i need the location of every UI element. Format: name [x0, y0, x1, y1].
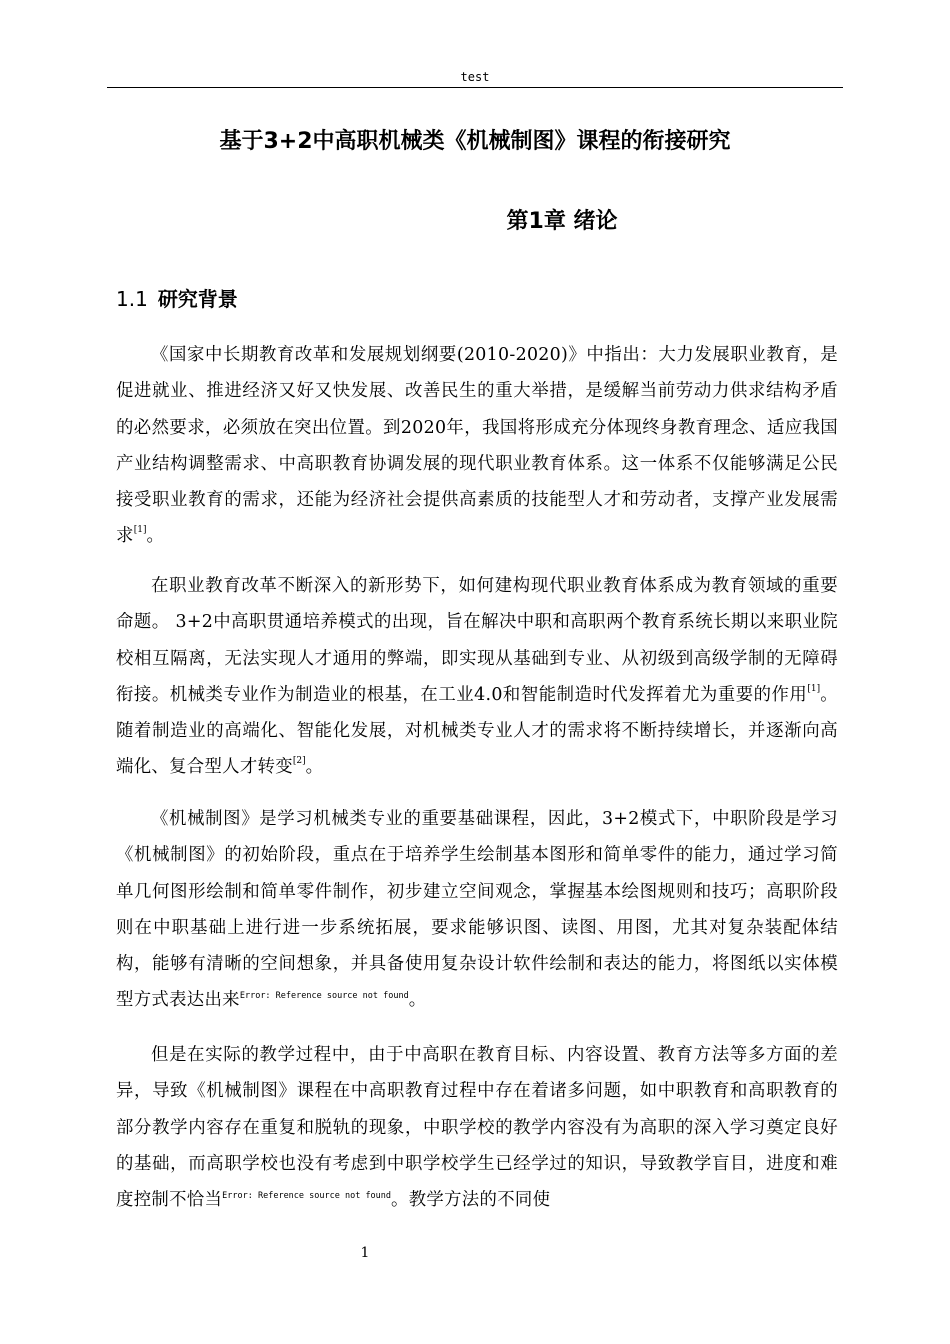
paragraph-1 [116, 337, 838, 555]
section-title: 研究背景 [157, 287, 238, 311]
section-number: 1.1 [116, 287, 148, 311]
paragraph-text: 在职业教育改革不断深入的新形势下，如何建构现代职业教育体系成为教育领域的重要命题。 3+2中高职贯通培养模式的出现，旨在解决中职和高职两个教育系统长期以来职业院校相互隔离，无法实现人才通用的弊端，即实现从基础到专业、从初级到高级学制的无障碍衔接。机械类专业作为制造业的根基，在工业4.0和智能制造时代发挥着尤为重要的作用 [116, 576, 838, 705]
paragraph-4 [116, 1037, 838, 1218]
chapter-heading: 第1章 绪论 [506, 209, 618, 234]
paragraph-text: 。 [408, 990, 427, 1011]
paragraph-2 [116, 568, 838, 786]
paragraph-3 [116, 801, 838, 1019]
paragraph-text: 但是在实际的教学过程中，由于中高职在教育目标、内容设置、教育方法等多方面的差异，导致《机械制图》课程在中高职教育过程中存在着诸多问题，如中职教育和高职教育的部分教学内容存在重复和脱轨的现象，中职学校的教学内容没有为高职的深入学习奠定良好的基础，而高职学校也没有考虑到中职学校学生已经学过的知识，导致教学盲目，进度和难度控制不恰当 [116, 1045, 838, 1211]
paragraph-text: 。教学方法的不同使 [391, 1190, 551, 1211]
document-title: 基于3+2中高职机械类《机械制图》课程的衔接研究 [219, 129, 731, 154]
paragraph-text: 《国家中长期教育改革和发展规划纲要(2010-2020)》中指出：大力发展职业教育，是促进就业、推进经济又好又快发展、改善民生的重大举措，是缓解当前劳动力供求结构矛盾的必然要求，必须放在突出位置。到2020年，我国将形成充分体现终身教育理念、适应我国产业结构调整需求、中高职教育协调发展的现代职业教育体系。这一体系不仅能够满足公民接受职业教育的需求，还能为经济社会提供高素质的技能型人才和劳动者，支撑产业发展需求 [116, 345, 838, 547]
paragraph-text: 。 [305, 757, 324, 778]
reference-error-marker: Error: Reference source not found [239, 991, 409, 1002]
paragraph-text: 《机械制图》是学习机械类专业的重要基础课程，因此，3+2模式下，中职阶段是学习《机械制图》的初始阶段，重点在于培养学生绘制基本图形和简单零件的能力，通过学习简单几何图形绘制和简单零件制作，初步建立空间观念，掌握基本绘图规则和技巧；高职阶段则在中职基础上进行进一步系统拓展，要求能够识图、读图、用图，尤其对复杂装配体结构，能够有清晰的空间想象，并具备使用复杂设计软件绘制和表达的能力，将图纸以实体模型方式表达出来 [116, 809, 838, 1011]
page-number: 1 [360, 1245, 370, 1261]
paragraph-text: 。随着制造业的高端化、智能化发展，对机械类专业人才的需求将不断持续增长，并逐渐向高端化、复合型人才转变 [116, 684, 838, 778]
citation-marker: [1] [807, 683, 821, 694]
section-heading [116, 283, 238, 312]
header-divider [107, 87, 843, 88]
citation-marker: [1] [133, 525, 147, 536]
citation-marker: [2] [292, 756, 306, 767]
running-header: test [460, 70, 490, 84]
reference-error-marker: Error: Reference source not found [222, 1191, 392, 1202]
paragraph-text: 。 [146, 526, 165, 547]
